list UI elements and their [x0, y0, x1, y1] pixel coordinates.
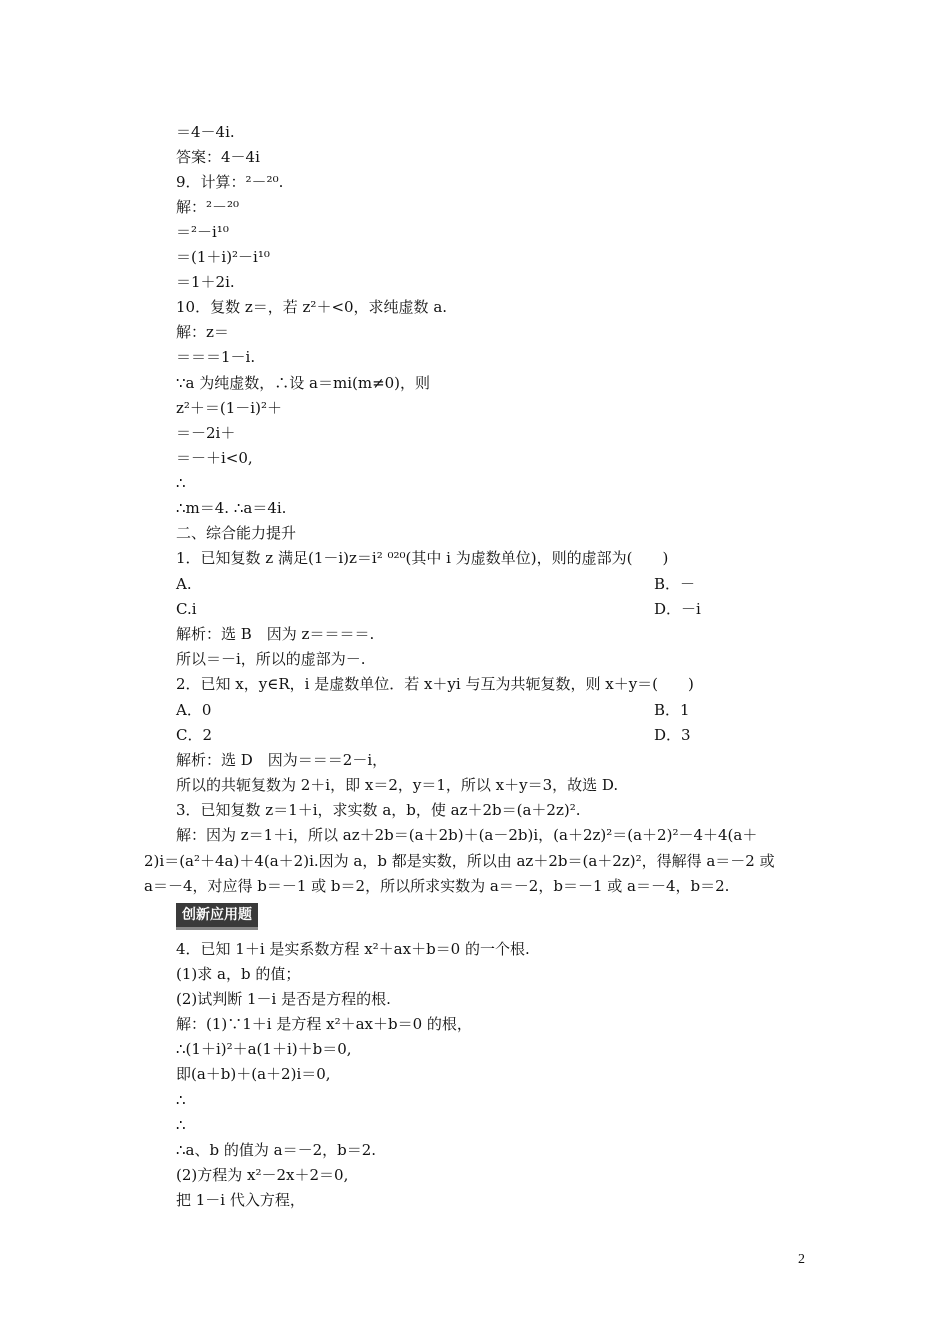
option-b: B．－	[654, 575, 696, 593]
line: ＝²－i¹⁰	[176, 223, 229, 241]
line: 解：(1)∵1＋i 是方程 x²＋ax＋b＝0 的根，	[176, 1015, 472, 1033]
line: 2)i＝(a²＋4a)＋4(a＋2)i.因为 a，b 都是实数，所以由 az＋2b＝(a＋2z)²，得解得 a＝－2 或	[144, 852, 775, 870]
line: ∴	[176, 474, 186, 492]
option-b: B．1	[654, 701, 690, 719]
line: (2)方程为 x²－2x＋2＝0,	[176, 1166, 349, 1184]
line: ＝4－4i.	[176, 123, 235, 141]
line: 解：因为 z＝1＋i，所以 az＋2b＝(a＋2b)＋(a－2b)i，(a＋2z)²＝(a＋2)²－4＋4(a＋	[176, 826, 758, 844]
options-row	[176, 572, 696, 597]
line: z²＋＝(1－i)²＋	[176, 399, 282, 417]
line: 解：²－²⁰	[176, 198, 240, 216]
line: ∴m＝4. ∴a＝4i.	[176, 499, 287, 517]
line: ∵a 为纯虚数，∴设 a＝mi(m≠0)，则	[176, 374, 431, 392]
line: 4．已知 1＋i 是实系数方程 x²＋ax＋b＝0 的一个根.	[176, 940, 530, 958]
option-d: D．－i	[654, 600, 701, 618]
line: 答案：4－4i	[176, 148, 260, 166]
line: 把 1－i 代入方程，	[176, 1191, 305, 1209]
options-row	[176, 698, 690, 723]
line: ＝－2i＋	[176, 424, 236, 442]
option-a: A．0	[176, 701, 212, 719]
line: ∴(1＋i)²＋a(1＋i)＋b＝0,	[176, 1040, 352, 1058]
section-banner: 创新应用题	[176, 903, 258, 930]
options-row	[176, 723, 691, 748]
line: 3．已知复数 z＝1＋i，求实数 a，b，使 az＋2b＝(a＋2z)².	[176, 801, 581, 819]
line: 2．已知 x，y∈R，i 是虚数单位．若 x＋yi 与互为共轭复数，则 x＋y＝( )	[176, 675, 694, 693]
line: ＝(1＋i)²－i¹⁰	[176, 248, 270, 266]
line: 即(a＋b)＋(a＋2)i＝0,	[176, 1065, 331, 1083]
line: ∴	[176, 1116, 186, 1134]
option-c: C．2	[176, 726, 213, 744]
line: ＝1＋2i.	[176, 273, 235, 291]
line: 9．计算：²－²⁰.	[176, 173, 284, 191]
line: 所以的共轭复数为 2＋i，即 x＝2，y＝1，所以 x＋y＝3，故选 D.	[176, 776, 619, 794]
page-number: 2	[798, 1252, 805, 1267]
line: ＝－＋i<0,	[176, 449, 253, 467]
line: 所以＝－i，所以的虚部为－.	[176, 650, 366, 668]
line: (2)试判断 1－i 是否是方程的根.	[176, 990, 391, 1008]
line: 1．已知复数 z 满足(1－i)z＝i² ⁰²⁰(其中 i 为虚数单位)，则的虚部为( )	[176, 549, 669, 567]
line: ∴	[176, 1091, 186, 1109]
option-c: C.i	[176, 600, 197, 618]
line: ∴a、b 的值为 a＝－2，b＝2.	[176, 1141, 377, 1159]
options-row	[176, 597, 701, 622]
line: a＝－4，对应得 b＝－1 或 b＝2，所以所求实数为 a＝－2，b＝－1 或 a＝－4，b＝2.	[144, 877, 730, 895]
option-d: D．3	[654, 726, 691, 744]
line: ＝＝＝1－i.	[176, 348, 256, 366]
line: 解析：选 B 因为 z＝＝＝＝.	[176, 625, 375, 643]
option-a: A.	[176, 575, 192, 593]
section-heading: 二、综合能力提升	[176, 524, 297, 542]
line: 解：z＝	[176, 323, 229, 341]
line: (1)求 a，b 的值；	[176, 965, 301, 983]
line: 10．复数 z＝，若 z²＋<0，求纯虚数 a.	[176, 298, 448, 316]
line: 解析：选 D 因为＝＝＝2－i，	[176, 751, 388, 769]
